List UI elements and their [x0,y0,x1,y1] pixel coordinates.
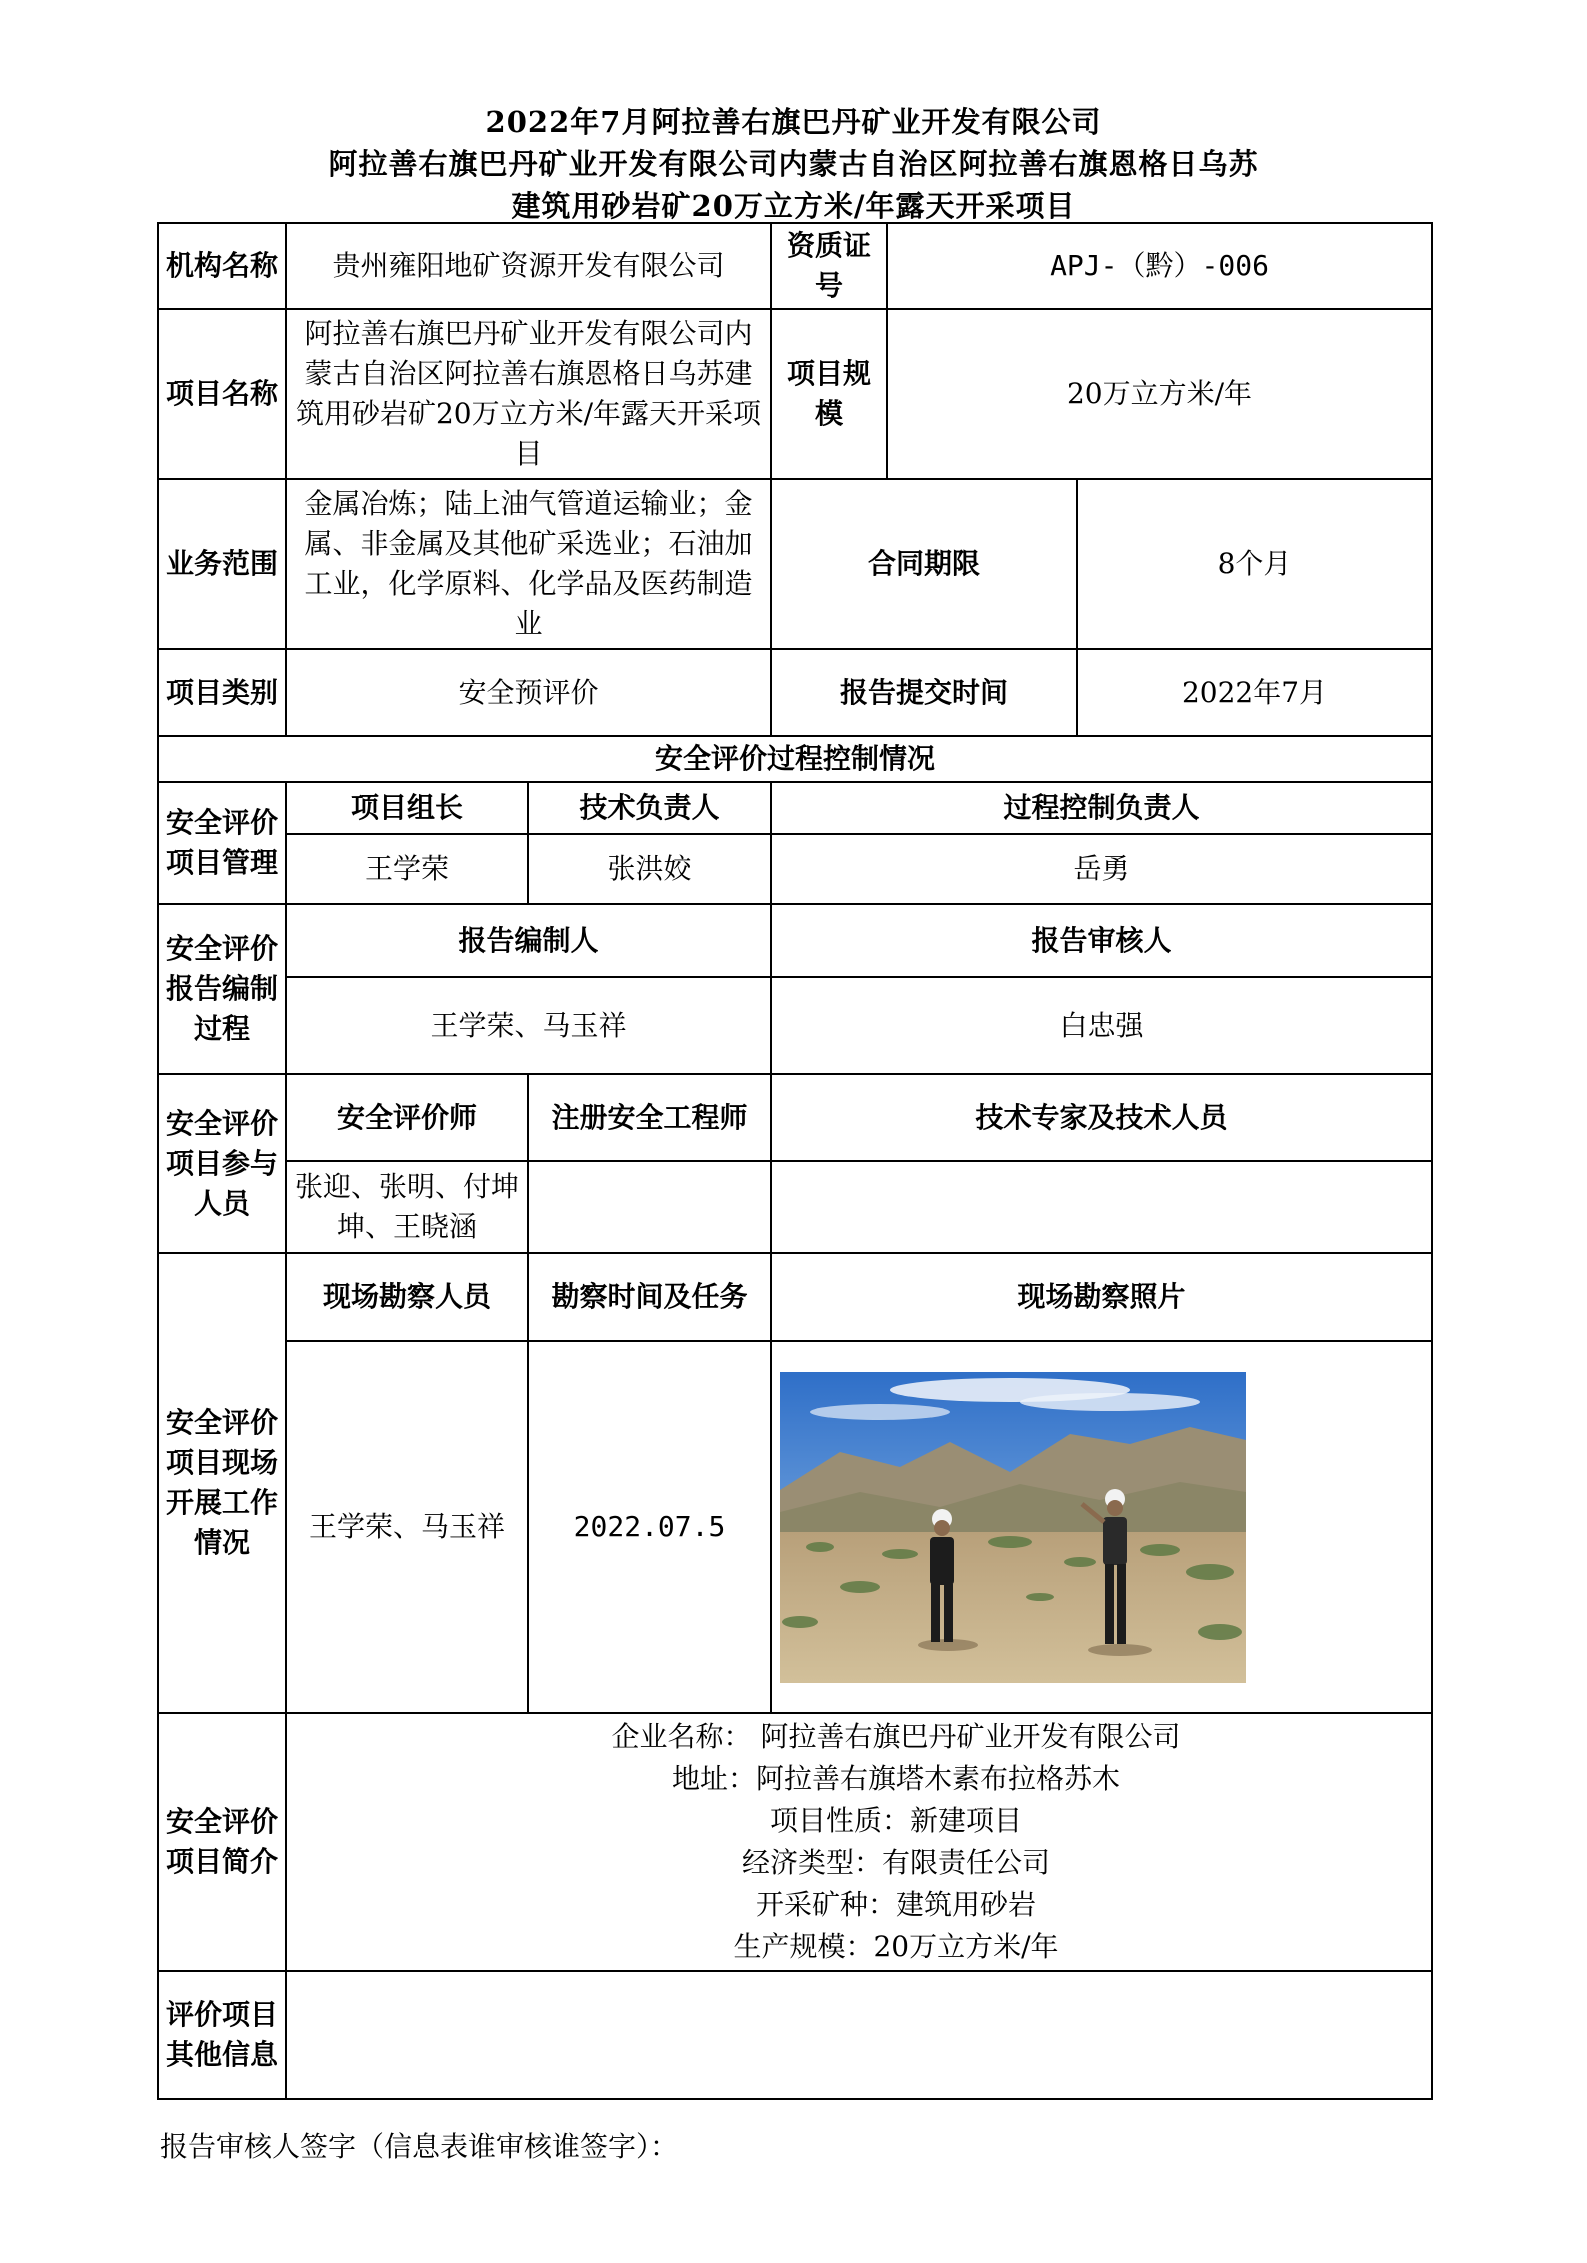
survey-label: 安全评价项目现场开展工作情况 [158,1253,286,1713]
survey-photo-header: 现场勘察照片 [771,1253,1432,1341]
intro-company: 企业名称： 阿拉善右旗巴丹矿业开发有限公司 [611,1720,1181,1753]
org-row [158,223,1432,309]
participants-label: 安全评价项目参与人员 [158,1074,286,1253]
submit-time-value: 2022年7月 [1077,649,1432,736]
evaluator-header: 安全评价师 [286,1074,528,1161]
org-value: 贵州雍阳地矿资源开发有限公司 [286,223,771,309]
evaluator-value: 张迎、张明、付坤坤、王晓涵 [286,1161,528,1253]
cert-label: 资质证号 [771,223,887,309]
process-control-header: 过程控制负责人 [771,782,1432,834]
intro-label: 安全评价项目简介 [158,1713,286,1971]
management-head-row [158,782,1432,834]
process-control-value: 岳勇 [771,834,1432,904]
intro-economy-type: 经济类型：有限责任公司 [742,1846,1051,1879]
tech-experts-value [771,1161,1432,1253]
doc-title-line1: 2022年7月阿拉善右旗巴丹矿业开发有限公司 [485,105,1102,139]
contract-value: 8个月 [1077,479,1432,649]
team-leader-value: 王学荣 [286,834,528,904]
survey-time-header: 勘察时间及任务 [528,1253,771,1341]
business-row [158,479,1432,649]
reviewer-signature-line: 报告审核人签字（信息表谁审核谁签字）： [160,2130,679,2163]
safety-engineer-value [528,1161,771,1253]
intro-production-scale: 生产规模：20万立方米/年 [733,1930,1059,1963]
process-title-row [158,736,1432,782]
other-info-value [286,1971,1432,2099]
intro-address: 地址：阿拉善右旗塔木素布拉格苏木 [672,1762,1121,1795]
project-row [158,309,1432,479]
survey-staff-header: 现场勘察人员 [286,1253,528,1341]
intro-content [286,1713,1432,1971]
compiler-value: 王学荣、马玉祥 [286,977,771,1074]
tech-experts-header: 技术专家及技术人员 [771,1074,1432,1161]
reviewer-value: 白忠强 [771,977,1432,1074]
participants-value-row [158,1161,1432,1253]
intro-mineral: 开采矿种：建筑用砂岩 [756,1888,1037,1921]
submit-time-label: 报告提交时间 [771,649,1077,736]
compile-head-row [158,904,1432,977]
other-info-label: 评价项目其他信息 [158,1971,286,2099]
participants-head-row [158,1074,1432,1161]
project-value: 阿拉善右旗巴丹矿业开发有限公司内蒙古自治区阿拉善右旗恩格日乌苏建筑用砂岩矿20万立方米/年露天开采项目 [286,309,771,479]
reviewer-header: 报告审核人 [771,904,1432,977]
scale-label: 项目规模 [771,309,887,479]
compile-value-row [158,977,1432,1074]
category-row [158,649,1432,736]
contract-label: 合同期限 [771,479,1077,649]
site-photo-illustration [780,1372,1246,1683]
doc-title-line3: 建筑用砂岩矿20万立方米/年露天开采项目 [511,189,1076,223]
category-value: 安全预评价 [286,649,771,736]
category-label: 项目类别 [158,649,286,736]
org-label: 机构名称 [158,223,286,309]
compile-label: 安全评价报告编制过程 [158,904,286,1074]
management-value-row [158,834,1432,904]
business-label: 业务范围 [158,479,286,649]
survey-time-value: 2022.07.5 [528,1341,771,1713]
compiler-header: 报告编制人 [286,904,771,977]
process-title: 安全评价过程控制情况 [158,736,1432,782]
tech-lead-value: 张洪姣 [528,834,771,904]
intro-row [158,1713,1432,1971]
team-leader-header: 项目组长 [286,782,528,834]
business-value: 金属冶炼；陆上油气管道运输业；金属、非金属及其他矿采选业；石油加工业，化学原料、化学品及医药制造业 [286,479,771,649]
project-label: 项目名称 [158,309,286,479]
scale-value: 20万立方米/年 [887,309,1432,479]
tech-lead-header: 技术负责人 [528,782,771,834]
survey-head-row [158,1253,1432,1341]
site-survey-photo [780,1372,1246,1683]
info-table [157,222,1433,2100]
survey-value-row [158,1341,1432,1713]
survey-photo-cell [771,1341,1432,1713]
survey-staff-value: 王学荣、马玉祥 [286,1341,528,1713]
doc-title-line2: 阿拉善右旗巴丹矿业开发有限公司内蒙古自治区阿拉善右旗恩格日乌苏 [328,147,1259,181]
management-label: 安全评价项目管理 [158,782,286,904]
other-info-row [158,1971,1432,2099]
intro-nature: 项目性质：新建项目 [770,1804,1023,1837]
safety-engineer-header: 注册安全工程师 [528,1074,771,1161]
cert-value: APJ-（黔）-006 [887,223,1432,309]
